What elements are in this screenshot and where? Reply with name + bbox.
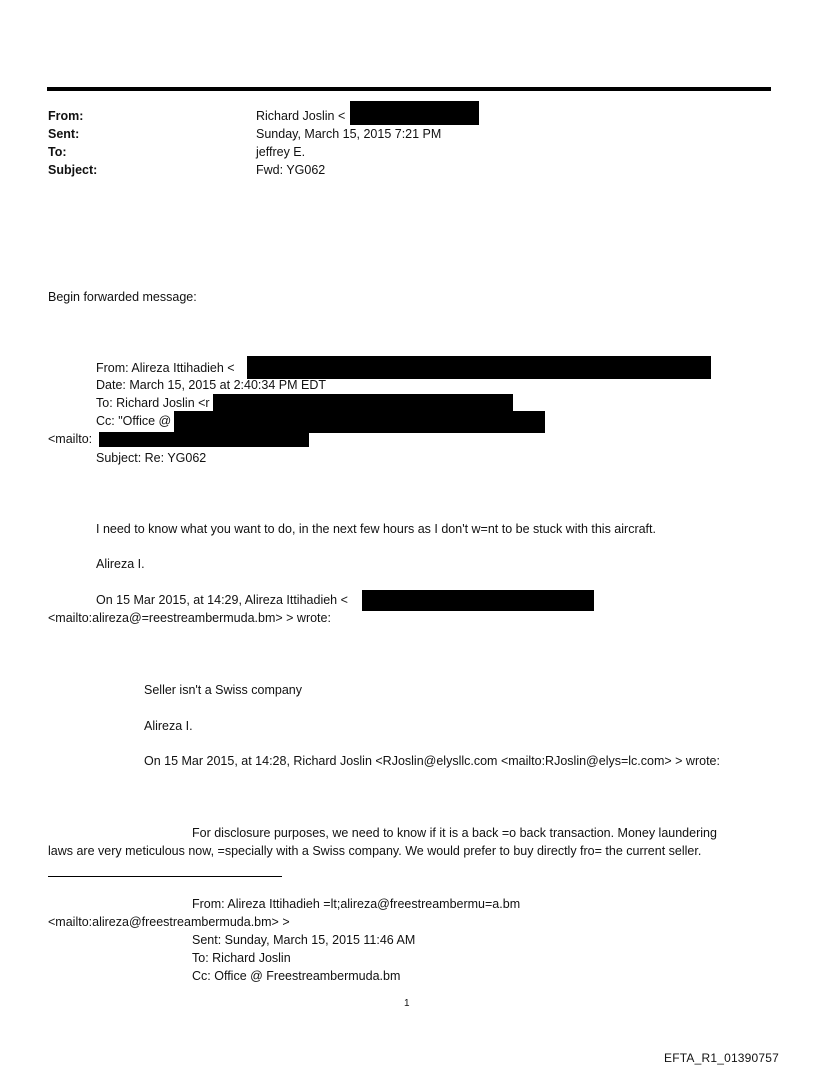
quote-attribution-mailto: <mailto:alireza@=reestreambermuda.bm> > wrote: [48, 611, 331, 625]
from-value: Richard Joslin < [256, 109, 346, 123]
fwd1-subject: Subject: Re: YG062 [96, 451, 207, 465]
message-text: For disclosure purposes, we need to know if it is a back =o back transaction. Money laundering [192, 826, 717, 840]
to-value: jeffrey E. [256, 145, 306, 159]
separator-line [48, 876, 282, 877]
redaction-box [213, 394, 513, 412]
fwd1-from: From: Alireza Ittihadieh < [96, 361, 235, 375]
fwd1-cc: Cc: "Office @ [96, 414, 172, 428]
redaction-box [174, 411, 545, 433]
fwd2-cc: Cc: Office @ Freestreambermuda.bm [192, 969, 401, 983]
redaction-box [362, 590, 594, 611]
redaction-box [99, 432, 309, 447]
fwd1-mailto: <mailto: [48, 432, 93, 446]
fwd1-date: Date: March 15, 2015 at 2:40:34 PM EDT [96, 378, 326, 392]
fwd2-from: From: Alireza Ittihadieh =lt;alireza@freestreambermu=a.bm [192, 897, 521, 911]
subject-label: Subject: [48, 163, 98, 177]
begin-forwarded: Begin forwarded message: [48, 290, 197, 304]
fwd1-to: To: Richard Joslin <r [96, 396, 210, 410]
fwd2-to: To: Richard Joslin [192, 951, 291, 965]
message-text: I need to know what you want to do, in the next few hours as I don't w=nt to be stuck with this aircraft. [96, 522, 656, 536]
subject-value: Fwd: YG062 [256, 163, 326, 177]
to-label: To: [48, 145, 67, 159]
from-label: From: [48, 109, 84, 123]
message-text-cont: laws are very meticulous now, =specially with a Swiss company. We would prefer to buy directly fro= the current seller. [48, 844, 702, 858]
page-number: 1 [404, 998, 410, 1009]
document-id: EFTA_R1_01390757 [664, 1051, 780, 1065]
sent-label: Sent: [48, 127, 80, 141]
quote-attribution: On 15 Mar 2015, at 14:29, Alireza Ittihadieh < [96, 593, 348, 607]
sent-value: Sunday, March 15, 2015 7:21 PM [256, 127, 442, 141]
redaction-box [247, 356, 711, 379]
header-rule [47, 87, 771, 91]
fwd2-sent: Sent: Sunday, March 15, 2015 11:46 AM [192, 933, 416, 947]
message-text: Seller isn't a Swiss company [144, 683, 303, 697]
fwd2-mailto: <mailto:alireza@freestreambermuda.bm> > [48, 915, 290, 929]
signature: Alireza I. [144, 719, 193, 733]
signature: Alireza I. [96, 557, 145, 571]
redaction-box [350, 101, 479, 125]
quote-attribution: On 15 Mar 2015, at 14:28, Richard Joslin <RJoslin@elysllc.com <mailto:RJoslin@elys=lc.com> > wrote: [144, 754, 720, 768]
